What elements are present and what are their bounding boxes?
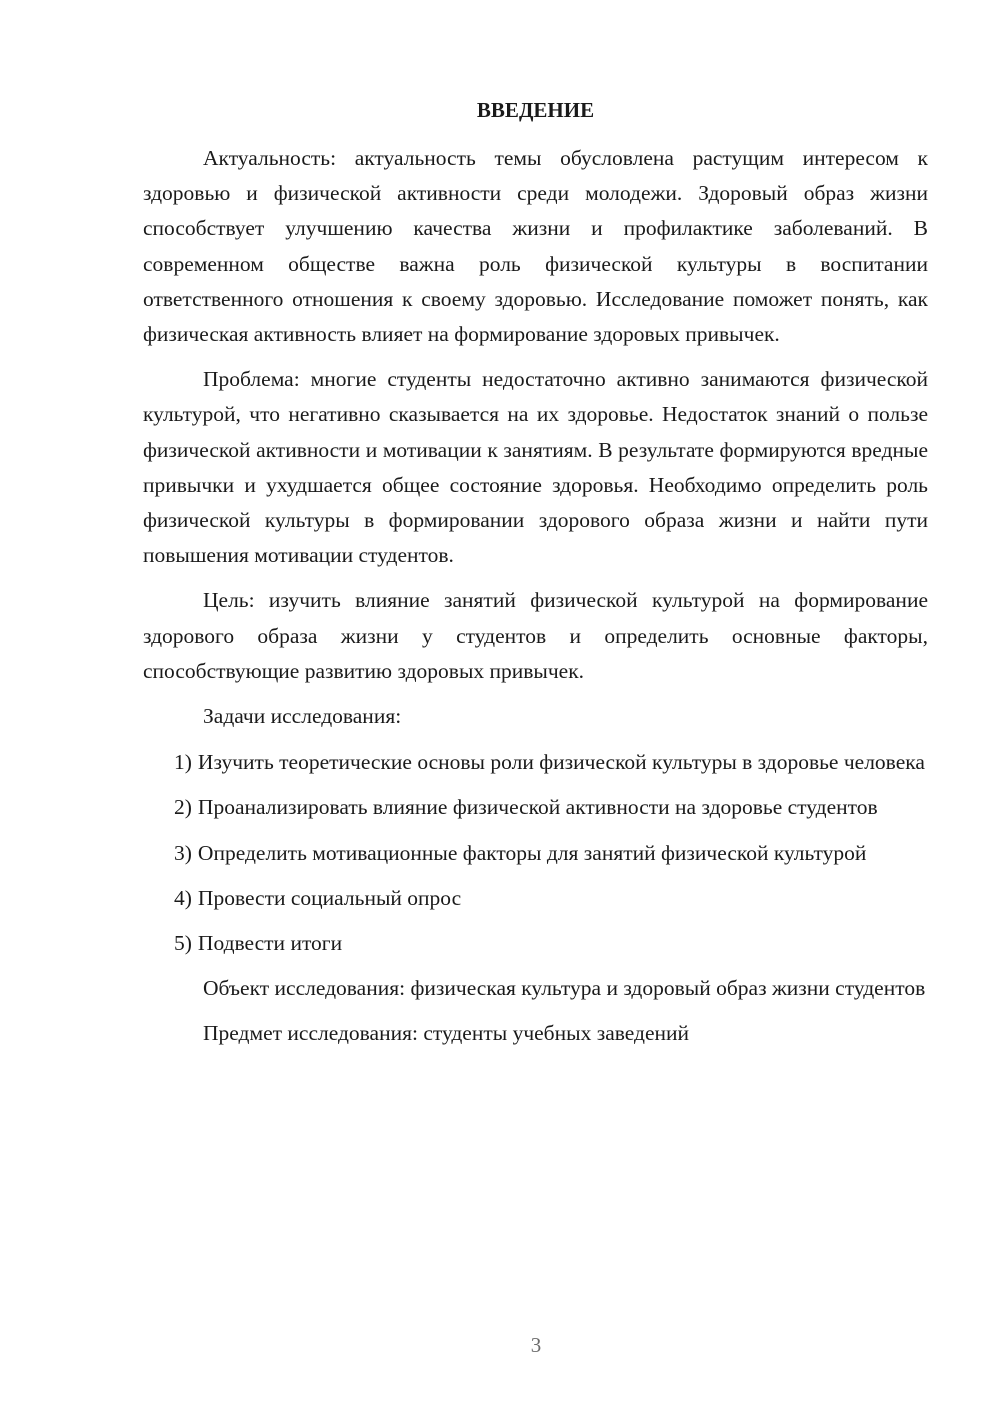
- page-number: 3: [530, 1333, 542, 1357]
- list-item-number: 5): [174, 931, 192, 956]
- relevance-paragraph: Актуальность: актуальность темы обусловлена растущим интересом к здоровью и физической активности среди молодежи. Здоровый образ жизни способствует улучшению качества жизни и профилактике заболеваний. В современном обществе важна роль физической культуры в воспитании ответственного отношения к своему здоровью. Исследование поможет понять, как физическая активность влияет на формирование здоровых привычек.: [143, 146, 928, 347]
- list-item: [143, 836, 928, 871]
- object-paragraph: Объект исследования: физическая культура и здоровый образ жизни студентов: [203, 976, 926, 1001]
- document-page: [143, 95, 928, 1062]
- list-item: [143, 881, 928, 916]
- list-item-number: 2): [174, 795, 192, 820]
- subject-paragraph: Предмет исследования: студенты учебных заведений: [203, 1021, 690, 1046]
- list-item-text: Проанализировать влияние физической активности на здоровье студентов: [197, 795, 878, 820]
- tasks-heading: Задачи исследования:: [203, 704, 402, 729]
- list-item-number: 4): [174, 885, 192, 910]
- tasks-list: [143, 745, 928, 961]
- list-item-text: Подвести итоги: [197, 931, 343, 956]
- goal-paragraph: Цель: изучить влияние занятий физической культурой на формирование здорового образа жизни у студентов и определить основные факторы, способствующие развитию здоровых привычек.: [143, 588, 928, 683]
- list-item-text: Определить мотивационные факторы для занятий физической культурой: [197, 840, 867, 865]
- list-item-number: 1): [174, 750, 192, 775]
- list-item: [143, 926, 928, 961]
- list-item-text: Провести социальный опрос: [197, 885, 462, 910]
- list-item: [143, 790, 928, 825]
- list-item: [143, 745, 928, 780]
- page-title: ВВЕДЕНИЕ: [476, 98, 595, 122]
- list-item-text: Изучить теоретические основы роли физической культуры в здоровье человека: [197, 750, 925, 775]
- list-item-number: 3): [174, 840, 192, 865]
- problem-paragraph: Проблема: многие студенты недостаточно активно занимаются физической культурой, что негативно сказывается на их здоровье. Недостаток знаний о пользе физической активности и мотивации к занятиям. В результате формируются вредные привычки и ухудшается общее состояние здоровья. Необходимо определить роль физической культуры в формировании здорового образа жизни и найти пути повышения мотивации студентов.: [143, 367, 928, 568]
